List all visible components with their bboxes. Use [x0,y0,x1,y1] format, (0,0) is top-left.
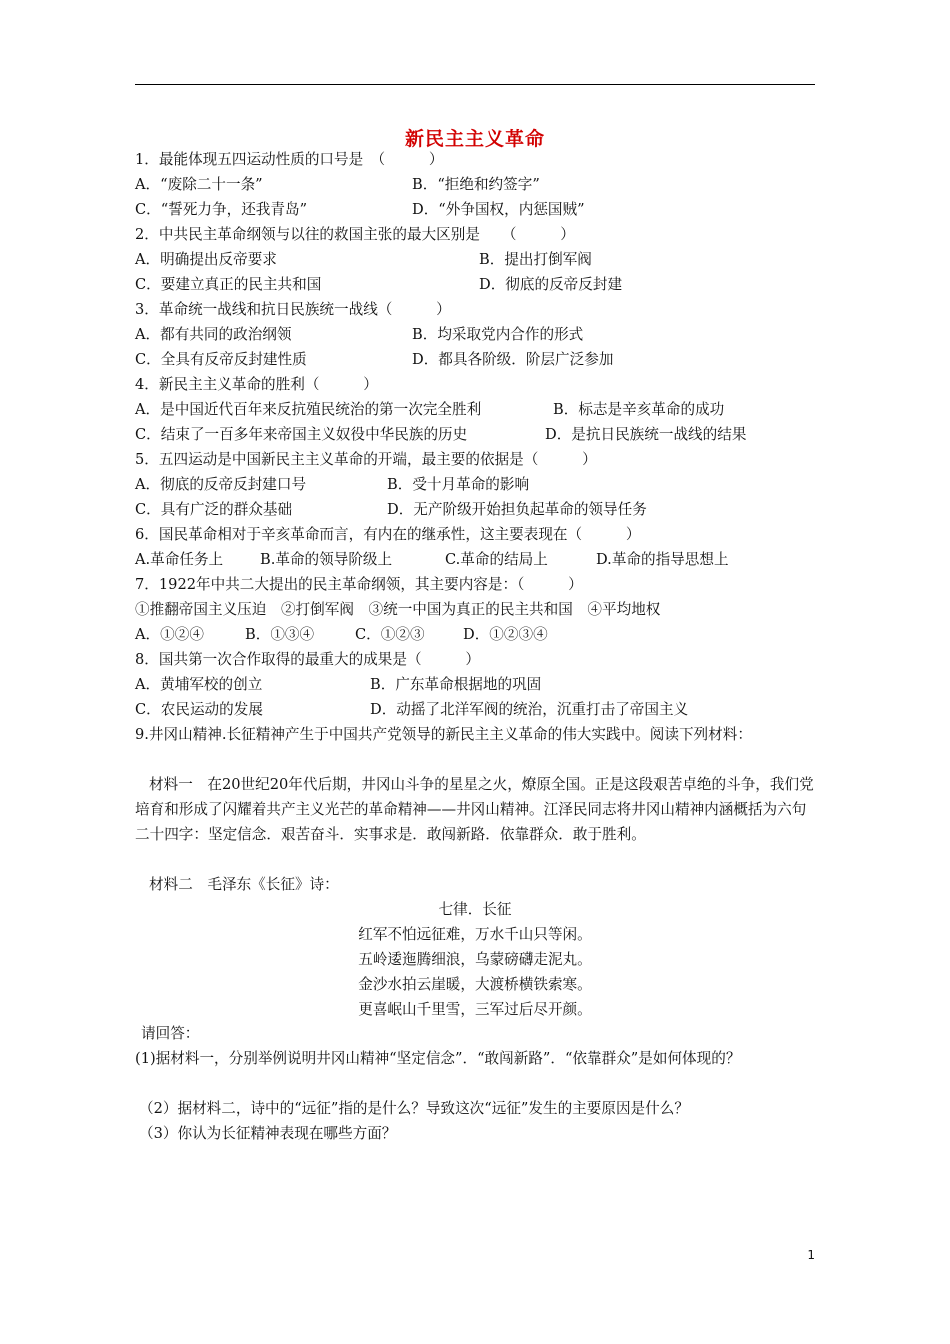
q9-subquestion-3: （3）你认为长征精神表现在哪些方面？ [139,1125,397,1142]
q7-option-a: A．①②④ [135,626,204,643]
q7-items: ①推翻帝国主义压迫 ②打倒军阀 ③统一中国为真正的民主共和国 ④平均地权 [135,601,661,618]
q6-option-c: C.革命的结局上 [445,551,548,568]
q8-stem: 8．国共第一次合作取得的最重大的成果是（ ） [135,651,480,668]
q3-option-c: C．全具有反帝反封建性质 [135,351,307,368]
q3-option-b: B．均采取党内合作的形式 [412,326,584,343]
q4-option-a: A．是中国近代百年来反抗殖民统治的第一次完全胜利 [135,401,482,418]
q2-option-d: D．彻底的反帝反封建 [479,276,623,293]
q4-option-d: D．是抗日民族统一战线的结果 [545,426,747,443]
q1-option-d: D．“外争国权，内惩国贼” [412,201,585,218]
q5-option-b: B．受十月革命的影响 [387,476,530,493]
q4-option-b: B．标志是辛亥革命的成功 [553,401,725,418]
poem-line: 金沙水拍云崖暖，大渡桥横铁索寒。 [358,976,592,993]
page-title: 新民主主义革命 [404,128,545,150]
q5-option-c: C．具有广泛的群众基础 [135,501,293,518]
q1-option-b: B．“拒绝和约签字” [412,176,540,193]
q7-option-b: B．①③④ [245,626,315,643]
q1-option-a: A．“废除二十一条” [135,176,263,193]
q7-stem: 7．1922年中共二大提出的民主革命纲领，其主要内容是：（ ） [135,576,583,593]
q9-ask: 请回答： [141,1025,200,1042]
q1-option-c: C．“誓死力争，还我青岛” [135,201,308,218]
q8-option-d: D．动摇了北洋军阀的统治，沉重打击了帝国主义 [370,701,689,718]
q8-option-b: B．广东革命根据地的巩固 [370,676,542,693]
q9-material-2: 材料二 毛泽东《长征》诗： [149,876,339,893]
q5-option-d: D．无产阶级开始担负起革命的领导任务 [387,501,647,518]
q6-option-d: D.革命的指导思想上 [596,551,729,568]
q7-option-d: D．①②③④ [463,626,548,643]
q1-stem: 1．最能体现五四运动性质的口号是 （ ） [135,151,444,168]
q5-stem: 5．五四运动是中国新民主主义革命的开端，最主要的依据是（ ） [135,451,597,468]
q9-subquestion-2: （2）据材料二，诗中的“远征”指的是什么？导致这次“远征”发生的主要原因是什么？ [139,1100,689,1117]
poem-line: 更喜岷山千里雪，三军过后尽开颜。 [358,1001,592,1018]
q6-option-a: A.革命任务上 [135,551,224,568]
q2-stem: 2．中共民主革命纲领与以往的救国主张的最大区别是 （ ） [135,226,575,243]
q8-option-c: C．农民运动的发展 [135,701,263,718]
q9-stem: 9.井冈山精神.长征精神产生于中国共产党领导的新民主主义革命的伟大实践中。阅读下列材料： [135,726,752,743]
q4-stem: 4．新民主主义革命的胜利（ ） [135,376,378,393]
q3-stem: 3．革命统一战线和抗日民族统一战线（ ） [135,301,451,318]
q8-option-a: A．黄埔军校的创立 [135,676,263,693]
q9-subquestion-1: (1)据材料一，分别举例说明井冈山精神“坚定信念”．“敢闯新路”．“依靠群众”是如何体现的？ [135,1050,741,1067]
q6-option-b: B.革命的领导阶级上 [260,551,393,568]
q3-option-d: D．都具各阶级．阶层广泛参加 [412,351,614,368]
q2-option-a: A．明确提出反帝要求 [135,251,277,268]
poem-line: 红军不怕远征难，万水千山只等闲。 [358,926,592,943]
poem-title: 七律．长征 [438,901,512,918]
q2-option-b: B．提出打倒军阀 [479,251,592,268]
q5-option-a: A．彻底的反帝反封建口号 [135,476,307,493]
q3-option-a: A．都有共同的政治纲领 [135,326,292,343]
q9-material-1: 材料一 在20世纪20年代后期，井冈山斗争的星星之火，燎原全国。正是这段艰苦卓绝的斗争，我们党培育和形成了闪耀着共产主义光芒的革命精神——井冈山精神。江泽民同志将井冈山精神内涵概括为六句二十四字：坚定信念．艰苦奋斗．实事求是．敢闯新路．依靠群众．敢于胜利。 [135,776,814,843]
poem-line: 五岭逶迤腾细浪，乌蒙磅礴走泥丸。 [358,951,592,968]
q2-option-c: C．要建立真正的民主共和国 [135,276,322,293]
q4-option-c: C．结束了一百多年来帝国主义奴役中华民族的历史 [135,426,468,443]
page-number: 1 [807,1248,815,1262]
q7-option-c: C．①②③ [355,626,425,643]
header-rule [135,84,815,85]
q6-stem: 6．国民革命相对于辛亥革命而言，有内在的继承性，这主要表现在（ ） [135,526,641,543]
